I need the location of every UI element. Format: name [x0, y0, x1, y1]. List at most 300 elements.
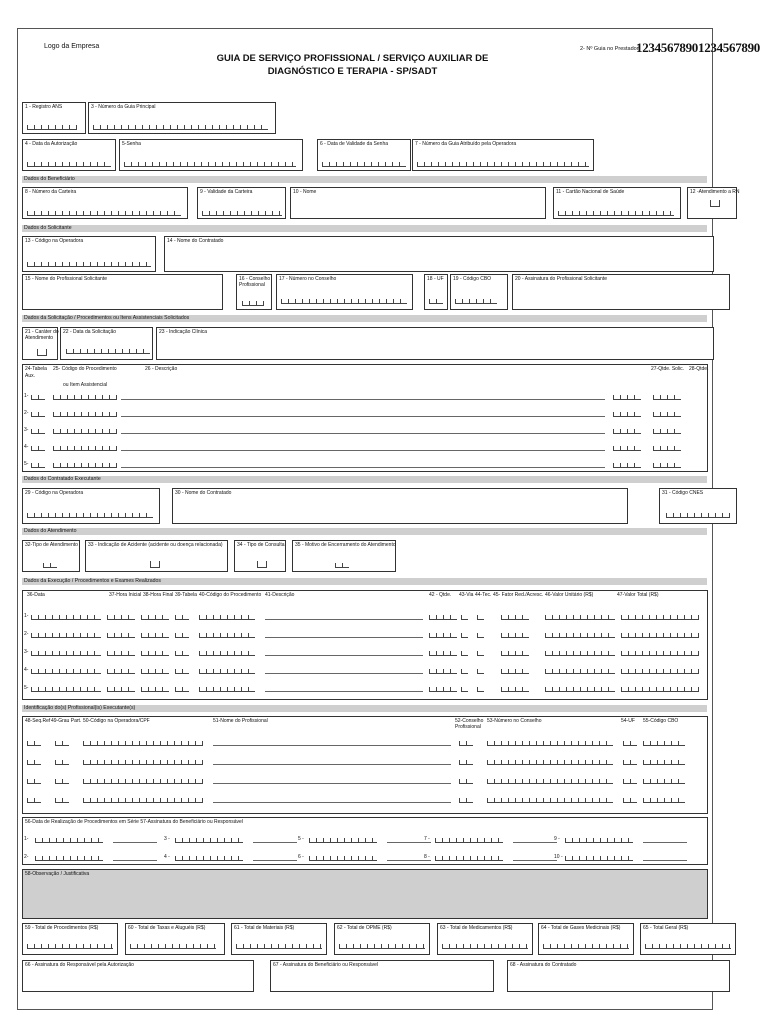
- digit-boxes: [27, 160, 111, 167]
- digit-boxes: [27, 260, 151, 267]
- serie-number: 1-: [24, 836, 29, 842]
- guide-number-label: 2- Nº Guia no Prestador: [580, 46, 639, 52]
- label-assinatura-autorizacao: 66 - Assinatura do Responsável pela Autorização: [25, 962, 134, 968]
- fator-boxes[interactable]: [501, 613, 529, 620]
- label-total-procedimentos: 59 - Total de Procedimentos (R$): [25, 925, 99, 931]
- form-title-line2: DIAGNÓSTICO E TERAPIA - SP/SADT: [267, 66, 438, 77]
- data-boxes[interactable]: [31, 685, 101, 692]
- label-tipo-consulta: 34 - Tipo de Consulta: [237, 542, 285, 548]
- label-assinatura-solicitante: 20 - Assinatura do Profissional Solicitante: [515, 276, 607, 282]
- label-indicacao-acidente: 33 - Indicação de Acidente (acidente ou doença relacionada): [88, 542, 223, 548]
- label-cartao-nacional: 11 - Cartão Nacional de Saúde: [556, 189, 625, 195]
- cbo-boxes[interactable]: [643, 796, 685, 803]
- hora-inicial-boxes[interactable]: [107, 667, 135, 674]
- label-qtde: 42 - Qtde.: [429, 592, 452, 598]
- row-number: 2-: [24, 631, 29, 637]
- carater-checkbox[interactable]: [37, 349, 47, 356]
- digit-boxes: [429, 297, 443, 304]
- codigo-boxes[interactable]: [53, 461, 117, 468]
- serie-signature-line[interactable]: [113, 860, 157, 861]
- label-total-geral: 65 - Total Geral (R$): [643, 925, 689, 931]
- descricao-line[interactable]: [265, 673, 423, 674]
- label-tabela: 24-Tabela: [25, 366, 47, 372]
- label-indicacao-clinica: 23 - Indicação Clínica: [159, 329, 208, 335]
- digit-boxes: [455, 297, 497, 304]
- serie-number: 2-: [24, 854, 29, 860]
- grau-part-boxes[interactable]: [55, 777, 69, 784]
- row-number: 5-: [24, 461, 29, 467]
- field-validade-carteira[interactable]: [197, 187, 286, 219]
- descricao-line[interactable]: [265, 637, 423, 638]
- conselho-boxes[interactable]: [459, 758, 473, 765]
- digit-boxes: [124, 160, 296, 167]
- nome-profissional-line[interactable]: [213, 783, 451, 784]
- label-cbo-prof: 55-Código CBO: [643, 718, 679, 724]
- acidente-checkbox[interactable]: [150, 561, 160, 568]
- label-validade-carteira: 9 - Validade da Carteira: [200, 189, 253, 195]
- label-atendimento-rn: 12 -Atendimento a RN: [690, 189, 740, 195]
- tabela-boxes[interactable]: [175, 667, 189, 674]
- seq-ref-boxes[interactable]: [27, 796, 41, 803]
- serie-number: 3 -: [164, 836, 170, 842]
- qtde-solic-boxes[interactable]: [613, 427, 641, 434]
- serie-signature-line[interactable]: [387, 860, 431, 861]
- serie-signature-line[interactable]: [643, 860, 687, 861]
- field-motivo-encerramento[interactable]: [292, 540, 396, 572]
- label-uf: 18 - UF: [427, 276, 444, 282]
- label-numero-conselho-prof: 53-Número no Conselho: [487, 718, 542, 724]
- label-descricao: 26 - Descrição: [145, 366, 178, 372]
- label-registro-ans: 1 - Registro ANS: [25, 104, 63, 110]
- descricao-line[interactable]: [265, 655, 423, 656]
- serie-table: [22, 817, 708, 865]
- numero-conselho-boxes[interactable]: [487, 758, 613, 765]
- serie-number: 4 -: [164, 854, 170, 860]
- codigo-boxes[interactable]: [53, 427, 117, 434]
- row-number: 2-: [24, 410, 29, 416]
- seq-ref-boxes[interactable]: [27, 777, 41, 784]
- procedures-requested-table: [22, 364, 708, 472]
- codigo-boxes[interactable]: [199, 649, 255, 656]
- hora-inicial-boxes[interactable]: [107, 685, 135, 692]
- data-boxes[interactable]: [31, 649, 101, 656]
- data-boxes[interactable]: [31, 613, 101, 620]
- field-codigo-operadora[interactable]: [22, 236, 156, 272]
- qtde-solic-boxes[interactable]: [613, 393, 641, 400]
- grau-part-boxes[interactable]: [55, 796, 69, 803]
- nome-profissional-line[interactable]: [213, 802, 451, 803]
- field-tipo-atendimento[interactable]: [22, 540, 80, 572]
- hora-final-boxes[interactable]: [141, 631, 169, 638]
- guide-number: 12345678901234567890: [636, 40, 761, 55]
- field-uf[interactable]: [424, 274, 448, 310]
- digit-boxes: [130, 942, 216, 949]
- row-number: 5-: [24, 685, 29, 691]
- section-profissionais: Identificação do(s) Profissional(is) Executante(s): [22, 705, 707, 712]
- tabela-boxes[interactable]: [175, 685, 189, 692]
- qtde-solic-boxes[interactable]: [613, 461, 641, 468]
- serie-number: 7 -: [424, 836, 430, 842]
- label-assinatura-contratado: 68 - Assinatura do Contratado: [510, 962, 577, 968]
- conselho-boxes[interactable]: [459, 739, 473, 746]
- digit-boxes: [645, 942, 731, 949]
- label-hora-final: 38-Hora Final: [143, 592, 174, 598]
- digit-boxes: [335, 561, 349, 568]
- form-title: [200, 52, 505, 78]
- descricao-line[interactable]: [121, 433, 605, 434]
- label-codigo-operadora: 13 - Código na Operadora: [25, 238, 84, 244]
- qtde-solic-boxes[interactable]: [613, 444, 641, 451]
- seq-ref-boxes[interactable]: [27, 739, 41, 746]
- field-exec-codigo-operadora[interactable]: [22, 488, 160, 524]
- field-data-autorizacao[interactable]: [22, 139, 116, 171]
- label-qtde-solic: 27-Qtde. Solic.: [651, 366, 685, 372]
- digit-boxes: [66, 347, 150, 354]
- label-descricao-exec: 41-Descrição: [265, 592, 295, 598]
- field-exec-nome-contratado[interactable]: [172, 488, 628, 524]
- digit-boxes: [339, 942, 425, 949]
- field-profissional-solicitante[interactable]: [22, 274, 223, 310]
- tec-boxes[interactable]: [477, 631, 484, 638]
- tabela-boxes[interactable]: [31, 444, 45, 451]
- field-indicacao-acidente[interactable]: [85, 540, 228, 572]
- serie-signature-line[interactable]: [513, 860, 557, 861]
- tabela-boxes[interactable]: [175, 613, 189, 620]
- descricao-line[interactable]: [121, 399, 605, 400]
- valor-total-boxes[interactable]: [621, 667, 699, 674]
- row-number: 3-: [24, 649, 29, 655]
- tec-boxes[interactable]: [477, 649, 484, 656]
- qtde-boxes[interactable]: [429, 649, 457, 656]
- label-qtde-aut: 28-Qtde.: [689, 366, 709, 372]
- digit-boxes: [93, 123, 268, 130]
- codigo-boxes[interactable]: [199, 667, 255, 674]
- qtde-boxes[interactable]: [429, 685, 457, 692]
- field-guia-principal[interactable]: [88, 102, 276, 134]
- digit-boxes: [43, 561, 57, 568]
- label-motivo-encerramento: 35 - Motivo de Encerramento do Atendimento: [295, 542, 396, 548]
- field-validade-senha[interactable]: [317, 139, 411, 171]
- serie-date-boxes[interactable]: [435, 854, 503, 861]
- grau-part-boxes[interactable]: [55, 758, 69, 765]
- digit-boxes: [281, 297, 407, 304]
- uf-boxes[interactable]: [623, 739, 637, 746]
- serie-date-boxes[interactable]: [309, 836, 377, 843]
- section-solicitante: Dados do Solicitante: [22, 225, 707, 232]
- field-registro-ans[interactable]: [22, 102, 86, 134]
- serie-date-boxes[interactable]: [565, 854, 633, 861]
- label-codigo-proc-exec: 40-Código do Procedimento: [199, 592, 262, 598]
- valor-unitario-boxes[interactable]: [545, 667, 615, 674]
- label-numero-carteira: 8 - Número da Carteira: [25, 189, 77, 195]
- qtde-aut-boxes[interactable]: [653, 444, 681, 451]
- valor-total-boxes[interactable]: [621, 631, 699, 638]
- field-assinatura-solicitante[interactable]: [512, 274, 730, 310]
- valor-total-boxes[interactable]: [621, 649, 699, 656]
- via-boxes[interactable]: [461, 685, 468, 692]
- hora-final-boxes[interactable]: [141, 649, 169, 656]
- row-number: 4-: [24, 444, 29, 450]
- label-via: 43-Via: [459, 592, 474, 598]
- qtde-aut-boxes[interactable]: [653, 410, 681, 417]
- label-grau-part: 49-Grau Part.: [51, 718, 82, 724]
- hora-final-boxes[interactable]: [141, 667, 169, 674]
- label-senha: 5-Senha: [122, 141, 141, 147]
- label-total-opme: 62 - Total de OPME (R$): [337, 925, 392, 931]
- serie-signature-line[interactable]: [253, 842, 297, 843]
- uf-boxes[interactable]: [623, 758, 637, 765]
- label-numero-conselho: 17 - Número no Conselho: [279, 276, 337, 282]
- hora-final-boxes[interactable]: [141, 685, 169, 692]
- label-valor-total: 47-Valor Total (R$): [617, 592, 659, 598]
- qtde-boxes[interactable]: [429, 667, 457, 674]
- digit-boxes: [27, 123, 77, 130]
- field-assinatura-beneficiario[interactable]: [270, 960, 494, 992]
- qtde-aut-boxes[interactable]: [653, 461, 681, 468]
- numero-conselho-boxes[interactable]: [487, 796, 613, 803]
- serie-date-boxes[interactable]: [309, 854, 377, 861]
- qtde-aut-boxes[interactable]: [653, 393, 681, 400]
- field-cbo[interactable]: [450, 274, 508, 310]
- label-exec-nome: 30 - Nome do Contratado: [175, 490, 232, 496]
- section-beneficiario: Dados do Beneficiário: [22, 176, 707, 183]
- label-total-materiais: 61 - Total de Materiais (R$): [234, 925, 295, 931]
- serie-signature-line[interactable]: [513, 842, 557, 843]
- label-carater: 21 - Caráter do Atendimento: [25, 329, 59, 341]
- serie-signature-line[interactable]: [253, 860, 297, 861]
- valor-total-boxes[interactable]: [621, 613, 699, 620]
- label-data-autorizacao: 4 - Data da Autorização: [25, 141, 78, 147]
- field-nome-contratado[interactable]: [164, 236, 714, 272]
- field-assinatura-autorizacao[interactable]: [22, 960, 254, 992]
- qtde-boxes[interactable]: [429, 631, 457, 638]
- label-seq-ref: 48-Seq.Ref: [25, 718, 51, 724]
- field-data-solicitacao[interactable]: [60, 327, 153, 360]
- label-validade-senha: 6 - Data de Validade da Senha: [320, 141, 389, 147]
- codigo-boxes[interactable]: [199, 685, 255, 692]
- fator-boxes[interactable]: [501, 631, 529, 638]
- hora-inicial-boxes[interactable]: [107, 649, 135, 656]
- serie-date-boxes[interactable]: [35, 836, 103, 843]
- serie-date-boxes[interactable]: [175, 854, 243, 861]
- nome-profissional-line[interactable]: [213, 745, 451, 746]
- numero-conselho-boxes[interactable]: [487, 777, 613, 784]
- field-guia-operadora[interactable]: [412, 139, 594, 171]
- fator-boxes[interactable]: [501, 685, 529, 692]
- data-boxes[interactable]: [31, 667, 101, 674]
- label-nome: 10 - Nome: [293, 189, 317, 195]
- field-atendimento-rn[interactable]: [687, 187, 740, 219]
- field-cnes[interactable]: [659, 488, 737, 524]
- field-cartao-nacional[interactable]: [553, 187, 681, 219]
- row-number: 3-: [24, 427, 29, 433]
- form-title-line1: GUIA DE SERVIÇO PROFISSIONAL / SERVIÇO AUXILIAR DE: [216, 53, 489, 64]
- grau-part-boxes[interactable]: [55, 739, 69, 746]
- valor-total-boxes[interactable]: [621, 685, 699, 692]
- codigo-cpf-boxes[interactable]: [83, 758, 203, 765]
- professionals-table: [22, 716, 708, 814]
- label-tipo-atendimento: 32-Tipo de Atendimento: [25, 542, 78, 548]
- field-total-medicamentos[interactable]: [437, 923, 533, 955]
- label-codigo-cpf: 50-Código na Operadora/CPF: [83, 718, 150, 724]
- label-hora-inicial: 37-Hora Inicial: [109, 592, 142, 598]
- procedures-executed-table: [22, 590, 708, 700]
- serie-date-boxes[interactable]: [35, 854, 103, 861]
- label-profissional-solicitante: 15 - Nome do Profissional Solicitante: [25, 276, 107, 282]
- uf-boxes[interactable]: [623, 796, 637, 803]
- via-boxes[interactable]: [461, 613, 468, 620]
- row-number: 4-: [24, 667, 29, 673]
- hora-final-boxes[interactable]: [141, 613, 169, 620]
- serie-number: 6 -: [298, 854, 304, 860]
- serie-signature-line[interactable]: [113, 842, 157, 843]
- field-total-procedimentos[interactable]: [22, 923, 118, 955]
- digit-boxes: [27, 209, 181, 216]
- label-total-medicamentos: 63 - Total de Medicamentos (R$): [440, 925, 513, 931]
- label-codigo-procedimento: 25- Código do Procedimento: [53, 366, 117, 372]
- valor-unitario-boxes[interactable]: [545, 649, 615, 656]
- field-total-geral[interactable]: [640, 923, 736, 955]
- qtde-solic-boxes[interactable]: [613, 410, 641, 417]
- qtde-aut-boxes[interactable]: [653, 427, 681, 434]
- field-nome-beneficiario[interactable]: [290, 187, 546, 219]
- field-numero-carteira[interactable]: [22, 187, 188, 219]
- label-tabela-aux: Aux.: [25, 373, 36, 379]
- digit-boxes: [27, 511, 153, 518]
- label-cbo: 19 - Código CBO: [453, 276, 492, 282]
- digit-boxes: [558, 209, 674, 216]
- field-indicacao-clinica[interactable]: [156, 327, 714, 360]
- fator-boxes[interactable]: [501, 667, 529, 674]
- label-total-taxas: 60 - Total de Taxas e Aluguéis (R$): [128, 925, 206, 931]
- codigo-cpf-boxes[interactable]: [83, 777, 203, 784]
- codigo-boxes[interactable]: [199, 613, 255, 620]
- nome-profissional-line[interactable]: [213, 764, 451, 765]
- uf-boxes[interactable]: [623, 777, 637, 784]
- via-boxes[interactable]: [461, 649, 468, 656]
- codigo-boxes[interactable]: [199, 631, 255, 638]
- label-conselho-prof: 52-Conselho Profissional: [455, 718, 484, 730]
- serie-number: 5 -: [298, 836, 304, 842]
- via-boxes[interactable]: [461, 667, 468, 674]
- serie-date-boxes[interactable]: [435, 836, 503, 843]
- field-assinatura-contratado[interactable]: [507, 960, 730, 992]
- codigo-boxes[interactable]: [53, 444, 117, 451]
- codigo-cpf-boxes[interactable]: [83, 739, 203, 746]
- tec-boxes[interactable]: [477, 667, 484, 674]
- label-exec-codigo: 29 - Código na Operadora: [25, 490, 84, 496]
- label-guia-principal: 3 - Número da Guia Principal: [91, 104, 156, 110]
- data-boxes[interactable]: [31, 631, 101, 638]
- digit-boxes: [442, 942, 528, 949]
- descricao-line[interactable]: [265, 691, 423, 692]
- valor-unitario-boxes[interactable]: [545, 631, 615, 638]
- section-contratado-executante: Dados do Contratado Executante: [22, 476, 707, 483]
- codigo-cpf-boxes[interactable]: [83, 796, 203, 803]
- seq-ref-boxes[interactable]: [27, 758, 41, 765]
- label-assinatura-beneficiario: 67 - Assinatura do Beneficiário ou Responsável: [273, 962, 379, 968]
- label-guia-operadora: 7 - Número da Guia Atribuído pela Operadora: [415, 141, 517, 147]
- label-data-solicitacao: 22 - Data da Solicitação: [63, 329, 117, 335]
- fator-boxes[interactable]: [501, 649, 529, 656]
- field-observacao[interactable]: [22, 869, 708, 919]
- field-total-taxas[interactable]: [125, 923, 225, 955]
- cbo-boxes[interactable]: [643, 777, 685, 784]
- row-number: 1-: [24, 393, 29, 399]
- descricao-line[interactable]: [121, 467, 605, 468]
- label-nome-profissional: 51-Nome do Profissional: [213, 718, 268, 724]
- row-number: 1-: [24, 613, 29, 619]
- digit-boxes: [242, 299, 264, 306]
- codigo-boxes[interactable]: [53, 410, 117, 417]
- digit-boxes: [236, 942, 322, 949]
- label-tabela-exec: 39-Tabela: [175, 592, 197, 598]
- section-atendimento: Dados do Atendimento: [22, 528, 707, 535]
- cbo-boxes[interactable]: [643, 739, 685, 746]
- digit-boxes: [417, 160, 589, 167]
- numero-conselho-boxes[interactable]: [487, 739, 613, 746]
- serie-number: 9 -: [554, 836, 560, 842]
- tabela-boxes[interactable]: [31, 461, 45, 468]
- field-total-gases[interactable]: [538, 923, 634, 955]
- valor-unitario-boxes[interactable]: [545, 613, 615, 620]
- codigo-boxes[interactable]: [53, 393, 117, 400]
- serie-date-boxes[interactable]: [565, 836, 633, 843]
- conselho-boxes[interactable]: [459, 796, 473, 803]
- tabela-boxes[interactable]: [175, 631, 189, 638]
- valor-unitario-boxes[interactable]: [545, 685, 615, 692]
- field-conselho[interactable]: [236, 274, 272, 310]
- descricao-line[interactable]: [121, 450, 605, 451]
- via-boxes[interactable]: [461, 631, 468, 638]
- qtde-boxes[interactable]: [429, 613, 457, 620]
- field-senha[interactable]: [119, 139, 303, 171]
- tabela-boxes[interactable]: [31, 427, 45, 434]
- tabela-boxes[interactable]: [175, 649, 189, 656]
- tec-boxes[interactable]: [477, 613, 484, 620]
- label-nome-contratado: 14 - Nome do Contratado: [167, 238, 224, 244]
- label-tec: 44-Tec.: [475, 592, 492, 598]
- serie-date-boxes[interactable]: [175, 836, 243, 843]
- tabela-boxes[interactable]: [31, 393, 45, 400]
- company-logo: Logo da Empresa: [44, 43, 100, 50]
- conselho-boxes[interactable]: [459, 777, 473, 784]
- serie-signature-line[interactable]: [387, 842, 431, 843]
- label-total-gases: 64 - Total de Gases Medicinais (R$): [541, 925, 621, 931]
- field-carater[interactable]: [22, 327, 58, 360]
- serie-number: 8 -: [424, 854, 430, 860]
- field-numero-conselho[interactable]: [276, 274, 413, 310]
- label-data: 36-Data: [27, 592, 45, 598]
- descricao-line[interactable]: [265, 619, 423, 620]
- digit-boxes: [202, 209, 282, 216]
- field-total-materiais[interactable]: [231, 923, 327, 955]
- tec-boxes[interactable]: [477, 685, 484, 692]
- field-total-opme[interactable]: [334, 923, 430, 955]
- descricao-line[interactable]: [121, 416, 605, 417]
- label-observacao: 58-Observação / Justificativa: [25, 871, 90, 877]
- serie-number: 10 -: [554, 854, 563, 860]
- label-conselho: 16 - Conselho Profissional: [239, 276, 271, 288]
- hora-inicial-boxes[interactable]: [107, 631, 135, 638]
- rn-checkbox[interactable]: [710, 200, 720, 207]
- field-tipo-consulta[interactable]: [234, 540, 286, 572]
- consulta-checkbox[interactable]: [257, 561, 267, 568]
- hora-inicial-boxes[interactable]: [107, 613, 135, 620]
- cbo-boxes[interactable]: [643, 758, 685, 765]
- tabela-boxes[interactable]: [31, 410, 45, 417]
- serie-signature-line[interactable]: [643, 842, 687, 843]
